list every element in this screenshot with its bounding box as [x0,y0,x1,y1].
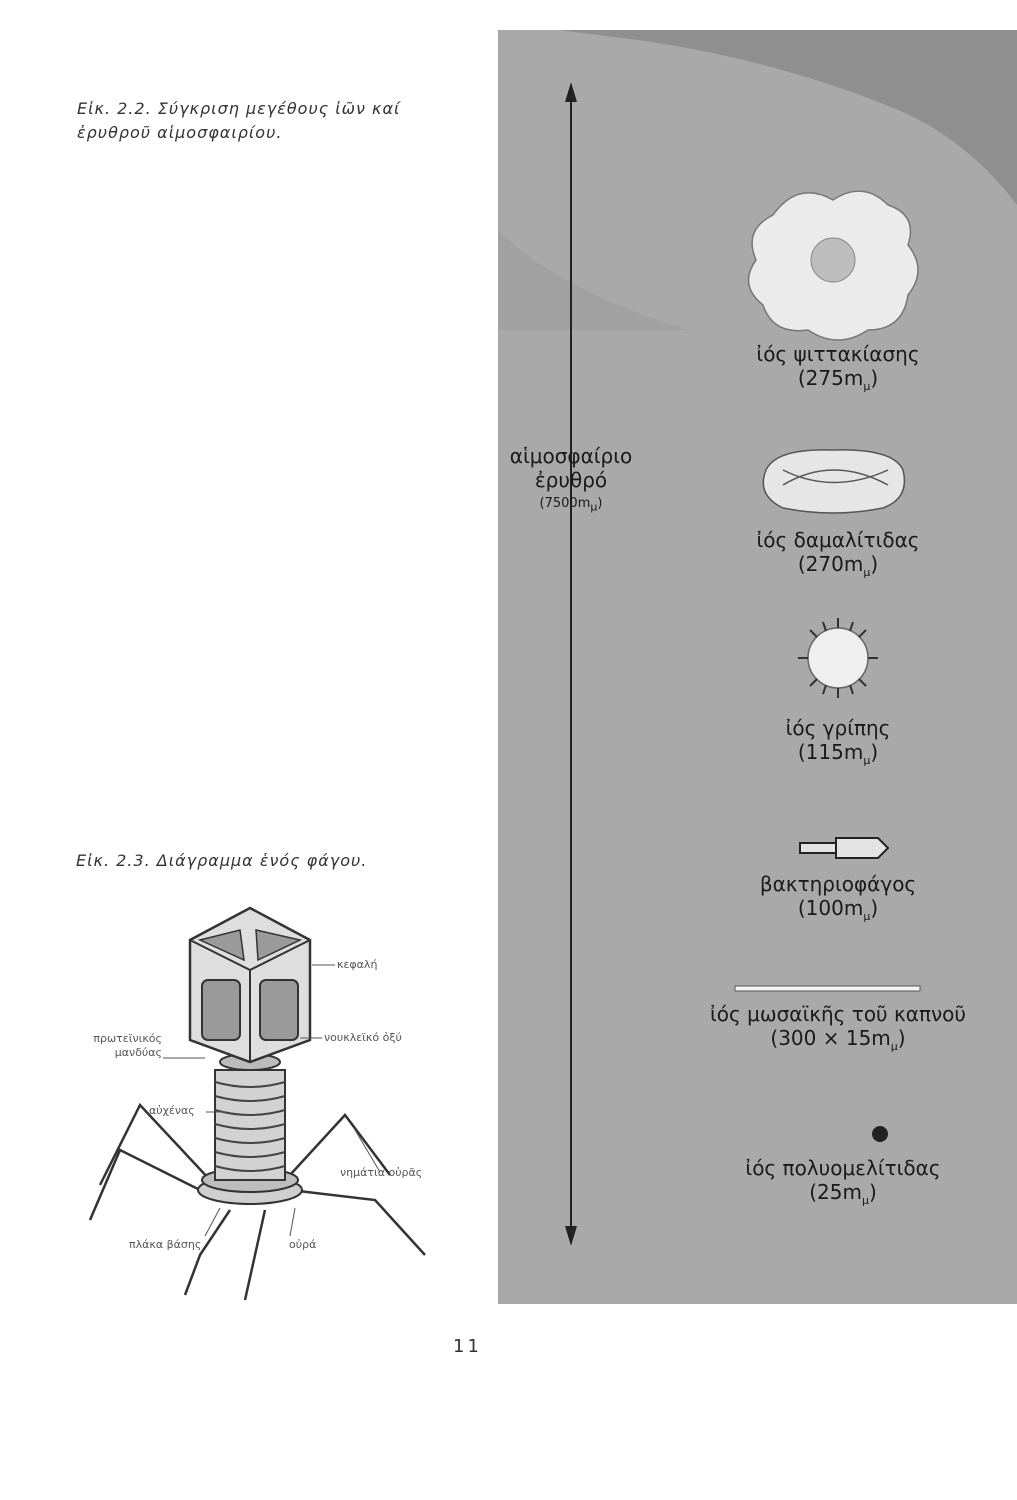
figure-2-2-caption [77,97,477,145]
polio-virus-icon [872,1126,888,1142]
virus-name: ἰός δαμαλίτιδας [756,528,920,552]
virus-size-value: (25m [809,1180,862,1204]
tail-sheath [215,1070,285,1180]
phage-label-protein-coat [84,1032,162,1060]
virus-label-tobacco-mosaic [688,1002,988,1059]
vaccinia-virus-icon [763,450,904,513]
red-blood-cell-edge [558,30,1017,205]
phage-diagram [0,890,500,1310]
rbc-size [498,492,644,520]
virus-label-psittacosis [728,342,948,399]
close-paren: ) [870,366,879,390]
virus-label-influenza [728,716,948,773]
virus-size-value: (100m [797,896,864,920]
virus-size [728,366,948,399]
close-paren: ) [870,896,879,920]
phage-label-base-plate: πλάκα βάσης [129,1238,202,1251]
protein-coat-line-1: πρωτεϊνικός [93,1032,162,1045]
phage-label-tail: οὐρά [289,1238,317,1251]
virus-label-vaccinia [728,528,948,585]
tobacco-mosaic-virus-icon [735,986,920,991]
arrow-down-icon [565,1226,577,1246]
virus-size-value: (275m [797,366,864,390]
close-paren: ) [597,496,603,511]
rbc-size-value: (7500m [539,496,591,511]
phage-label-neck: αὐχένας [149,1104,195,1117]
unit-subscript: μ [863,566,871,579]
virus-size-value: (115m [797,740,864,764]
unit-subscript: μ [863,754,871,767]
caption-line-1: Εἰκ. 2.2. Σύγκριση μεγέθους ἰῶν καί [77,99,401,118]
rbc-label [498,444,644,520]
virus-name: ἰός ψιττακίασης [756,342,920,366]
bacteriophage-head-icon [836,838,888,858]
virus-label-polio [723,1156,963,1213]
size-comparison-panel [498,30,1017,1304]
virus-size [728,740,948,773]
phage-label-nucleic-acid: νουκλεϊκό ὀξύ [324,1031,402,1044]
virus-name: ἰός πολυομελίτιδας [745,1156,941,1180]
virus-size [688,1026,988,1059]
virus-size [728,896,948,929]
page-number: 11 [453,1336,482,1357]
unit-subscript: μ [890,1040,898,1053]
phage-label-head: κεφαλή [337,958,378,971]
virus-name: ἰός μωσαϊκῆς τοῦ καπνοῦ [710,1002,966,1026]
unit-subscript: μ [861,1194,869,1207]
rbc-name-line-1: αἱμοσφαίριο [509,444,633,468]
close-paren: ) [870,740,879,764]
protein-coat-line-2: μανδύας [114,1046,162,1059]
bacteriophage-tail-icon [800,843,836,853]
close-paren: ) [868,1180,877,1204]
unit-subscript: μ [863,910,871,923]
virus-size-value: (300 × 15m [770,1026,891,1050]
virus-size [728,552,948,585]
virus-size-value: (270m [797,552,864,576]
comparison-illustrations [498,30,1017,1304]
virus-name: βακτηριοφάγος [759,872,917,896]
figure-2-3-caption: Εἰκ. 2.3. Διάγραμμα ἑνός φάγου. [76,851,368,870]
virus-label-bacteriophage [728,872,948,929]
virus-size [723,1180,963,1213]
close-paren: ) [870,552,879,576]
close-paren: ) [897,1026,906,1050]
rbc-name-line-2: ἐρυθρό [534,468,608,492]
rbc-shadow [498,230,688,330]
unit-subscript: μ [863,380,871,393]
virus-name: ἰός γρίπης [785,716,891,740]
unit-subscript: μ [590,500,598,514]
phage-label-tail-fibers: νημάτια οὐρᾶς [340,1166,423,1179]
psittacosis-core [811,238,855,282]
caption-line-2: ἐρυθροῦ αἱμοσφαιρίου. [77,123,283,142]
arrow-up-icon [565,82,577,102]
phage-head [190,908,310,1062]
